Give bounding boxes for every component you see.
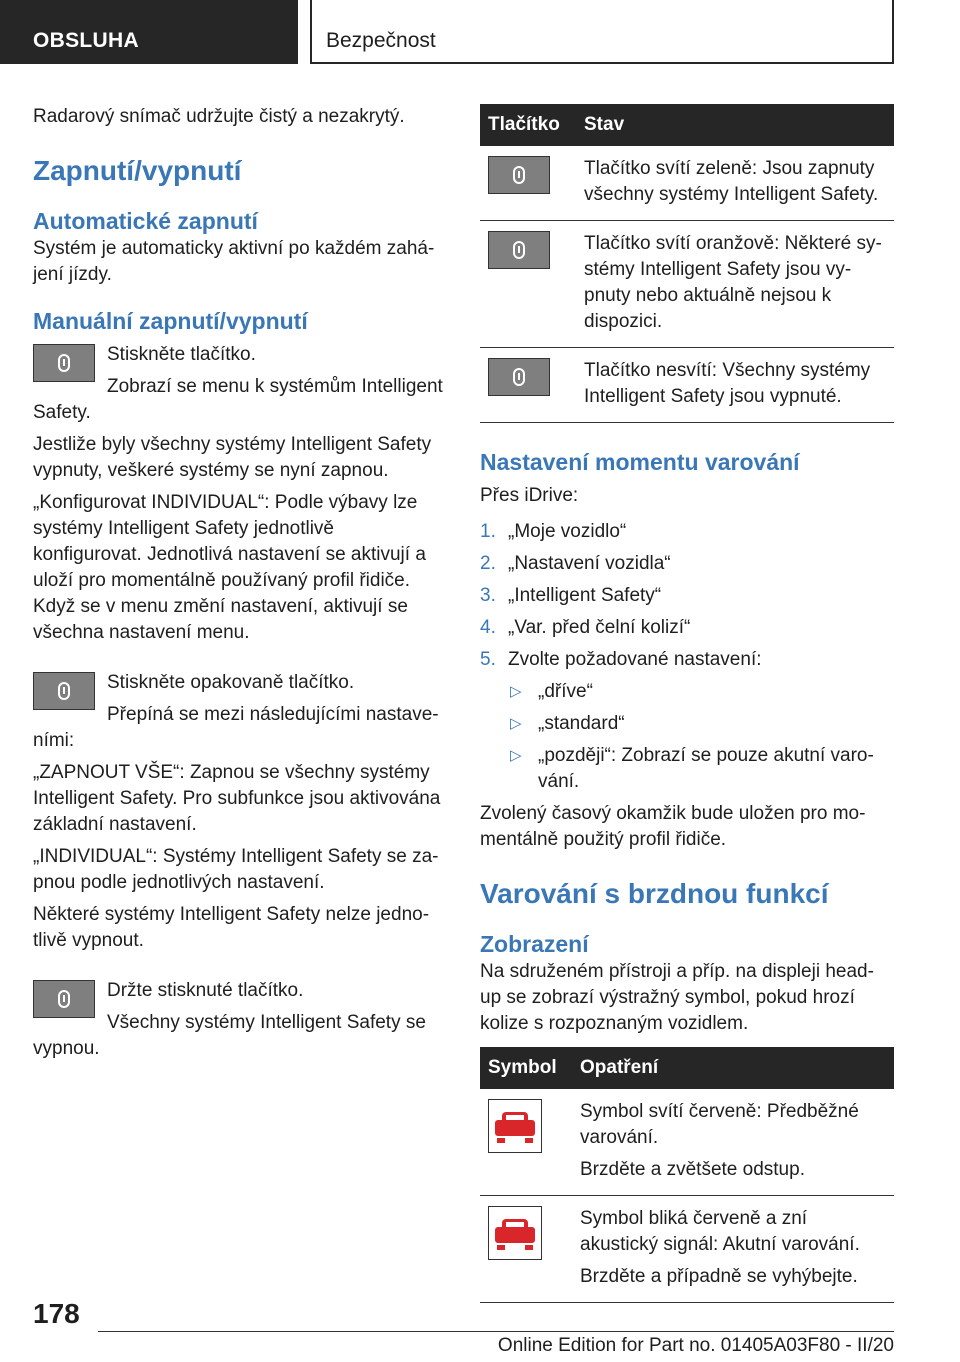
table-row: [480, 1196, 894, 1303]
individual-text: „INDIVIDUAL“: Systémy Intelligent Safety se zapnou podle jednotlivých nastavení.: [33, 846, 439, 893]
chapter-label: Bezpečnost: [326, 29, 436, 52]
heading-warning-time: Nastavení momentu varování: [480, 449, 800, 475]
list-item: 4. „Var. před čelní kolizí“: [480, 617, 691, 638]
action-text: Symbol bliká červeně a zní akustický signál: Akutní varování.: [580, 1208, 860, 1255]
configure-text: „Konfigurovat INDIVIDUAL“: Podle výbavy lze systémy Intelligent Safety jednotlivě konfigurovat. Jednotlivá nastavení se aktivují a uloží pro momentálně používaný profil řidiče. Když se v menu změní nastavení, aktivují se všechna nastavení menu.: [33, 492, 426, 643]
footer-divider: [98, 1331, 894, 1332]
table-row: [480, 221, 894, 348]
action-text: Brzděte a případně se vyhýbejte.: [580, 1266, 858, 1287]
list-item: 1. „Moje vozidlo“: [480, 521, 627, 542]
section-label: OBSLUHA: [33, 29, 139, 52]
action-text: Symbol svítí červeně: Předběžné varování.: [580, 1101, 859, 1148]
intro-text: Radarový snímač udržujte čistý a nezakrytý.: [33, 106, 405, 127]
column-header: Symbol: [480, 1047, 572, 1089]
button-status-table: [480, 104, 894, 423]
via-text: Přes iDrive:: [480, 485, 579, 506]
footer-text: Online Edition for Part no. 01405A03F80 - II/20: [497, 1335, 894, 1356]
hold-text: Držte stisknuté tlačítko.: [107, 980, 304, 1001]
safety-button-icon: [488, 358, 550, 396]
column-header: Tlačítko: [480, 104, 576, 146]
safety-button-icon: [33, 672, 95, 710]
table-header: [480, 104, 894, 146]
safety-button-icon: [33, 980, 95, 1018]
list-item: ▷ „později“: Zobrazí se pouze akutní varování.: [510, 745, 874, 792]
menu-shown-text: Zobrazí se menu k systémům Intelligent Safety.: [33, 376, 443, 423]
heading-on-off: Zapnutí/vypnutí: [33, 155, 242, 186]
car-warning-icon: [488, 1206, 542, 1260]
section-tab: [0, 0, 298, 64]
display-text: Na sdruženém přístroji a příp. na displeji head-up se zobrazí výstražný symbol, pokud hrozí kolize s rozpoznaným vozidlem.: [480, 961, 874, 1034]
heading-brake: Varování s brzdnou funkcí: [480, 878, 829, 909]
status-text: Tlačítko nesvítí: Všechny systémy Intelligent Safety jsou vypnuté.: [576, 348, 894, 423]
list-item: 5. Zvolte požadované nastavení:: [480, 649, 762, 670]
column-header: Opatření: [572, 1047, 894, 1089]
all-off-text: Všechny systémy Intelligent Safety se vypnou.: [33, 1012, 426, 1059]
symbol-action-table: [480, 1047, 894, 1303]
heading-display: Zobrazení: [480, 931, 589, 957]
switches-text: Přepíná se mezi následujícími nastaveními:: [33, 704, 439, 751]
status-text: Tlačítko svítí oranžově: Některé systémy Intelligent Safety jsou vypnuty nebo aktuálně nejsou k dispozici.: [576, 221, 894, 348]
table-row: [480, 348, 894, 423]
column-header: Stav: [576, 104, 894, 146]
action-text: Brzděte a zvětšete odstup.: [580, 1159, 805, 1180]
cannot-off-text: Některé systémy Intelligent Safety nelze jednotlivě vypnout.: [33, 904, 430, 951]
table-row: [480, 1089, 894, 1196]
heading-auto: Automatické zapnutí: [33, 208, 258, 234]
triangle-bullet-icon: ▷: [510, 683, 522, 700]
safety-button-icon: [33, 344, 95, 382]
press-repeat-text: Stiskněte opakovaně tlačítko.: [107, 672, 355, 693]
press-button-text: Stiskněte tlačítko.: [107, 344, 256, 365]
car-warning-icon: [488, 1099, 542, 1153]
right-column: [480, 104, 894, 1303]
page-number: 178: [33, 1298, 80, 1329]
list-item: ▷ „dříve“: [480, 679, 894, 705]
heading-manual: Manuální zapnutí/vypnutí: [33, 308, 308, 334]
status-text: Tlačítko svítí zeleně: Jsou zapnuty všechny systémy Intelligent Safety.: [576, 146, 894, 221]
left-column: [33, 104, 447, 1068]
safety-button-icon: [488, 156, 550, 194]
list-item: 3. „Intelligent Safety“: [480, 585, 662, 606]
if-off-text: Jestliže byly všechny systémy Intelligent Safety vypnuty, veškeré systémy se nyní zapnou.: [33, 434, 432, 481]
list-item: ▷ „standard“: [480, 711, 894, 737]
steps-list: [480, 519, 894, 673]
triangle-bullet-icon: ▷: [510, 747, 522, 764]
table-header: [480, 1047, 894, 1089]
triangle-bullet-icon: ▷: [510, 715, 522, 732]
auto-text: Systém je automaticky aktivní po každém zahájení jízdy.: [33, 238, 435, 285]
list-item: 2. „Nastavení vozidla“: [480, 553, 671, 574]
options-list: [480, 679, 894, 795]
safety-button-icon: [488, 231, 550, 269]
saved-text: Zvolený časový okamžik bude uložen pro momentálně použitý profil řidiče.: [480, 803, 866, 850]
all-on-text: „ZAPNOUT VŠE“: Zapnou se všechny systémy Intelligent Safety. Pro subfunkce jsou aktivována základní nastavení.: [33, 762, 441, 835]
chapter-tab: [310, 0, 894, 64]
table-row: [480, 146, 894, 221]
